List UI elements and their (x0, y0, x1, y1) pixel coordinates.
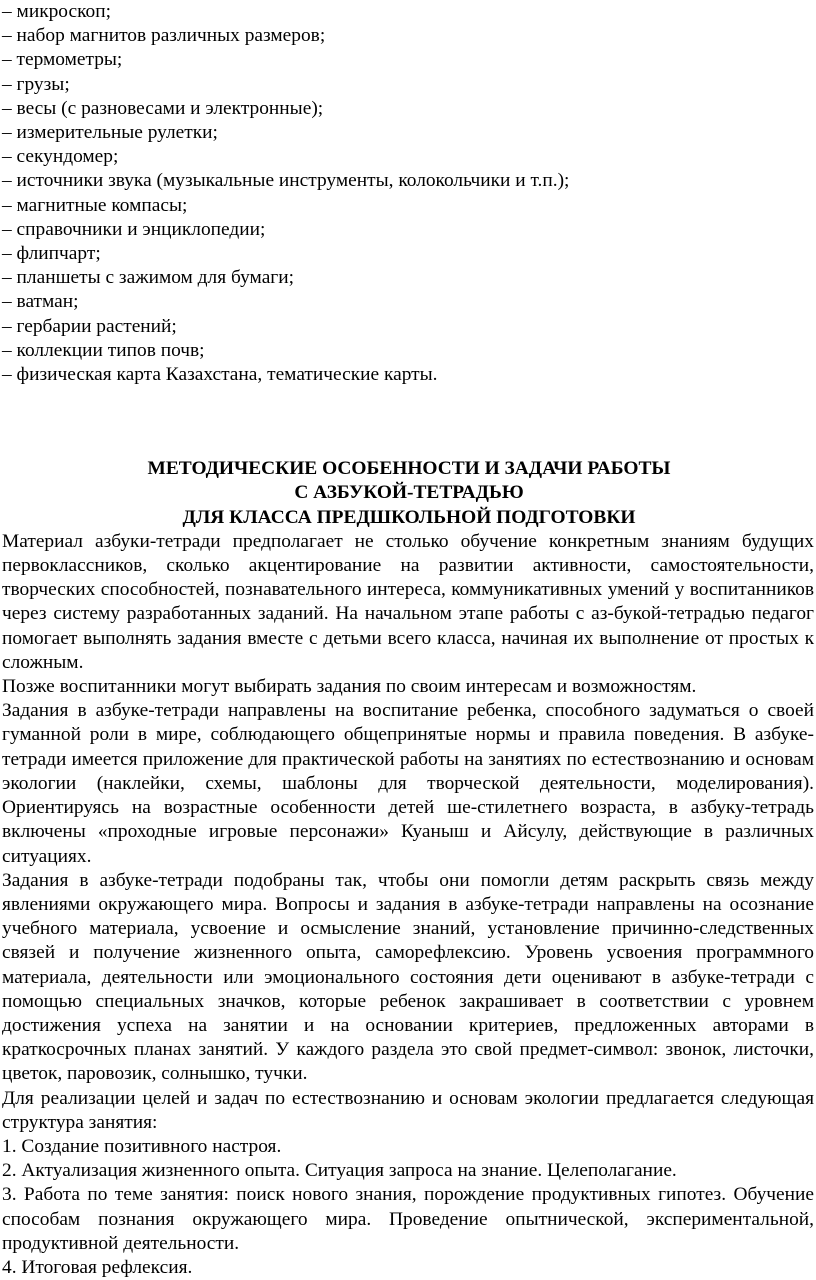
list-item: – флипчарт; (2, 243, 101, 265)
section-heading (2, 457, 816, 530)
list-item: – физическая карта Казахстана, тематические карты. (2, 364, 438, 386)
list-item: – справочники и энциклопедии; (2, 218, 266, 240)
paragraph: Для реализации целей и задач по естествознанию и основам экологии предлагается следующая структура занятия: (2, 1087, 814, 1133)
structure-step: 2. Актуализация жизненного опыта. Ситуация запроса на знание. Целеполагание. (2, 1160, 677, 1182)
list-item: – набор магнитов различных размеров; (2, 25, 326, 47)
spacer (2, 387, 816, 457)
list-item: – планшеты с зажимом для бумаги; (2, 267, 295, 289)
list-item: – грузы; (2, 73, 70, 95)
list-item: – ватман; (2, 291, 79, 313)
list-item: – гербарии растений; (2, 315, 177, 337)
structure-step: 3. Работа по теме занятия: поиск нового знания, порождение продуктивных гипотез. Обучение способам познания окружающего мира. Проведение опытнической, экспериментальной, продуктивной деятельности. (2, 1184, 814, 1254)
list-item: – магнитные компасы; (2, 194, 188, 216)
paragraph: Позже воспитанники могут выбирать задания по своим интересам и возможностям. (2, 676, 697, 698)
list-item: – измерительные рулетки; (2, 122, 218, 144)
paragraph: Материал азбуки-тетради предполагает не столько обучение конкретным знаниям будущих первоклассников, сколько акцентирование на развитии активности, самостоятельности, творческих способностей, познавательного интереса, коммуникативных умений у воспитанников через систему разработанных заданий. На начальном этапе работы с аз-букой-тетрадью педагог помогает выполнять задания вместе с детьми всего класса, начиная их выполнение от простых к сложным. (2, 530, 814, 673)
section-heading-line: ДЛЯ КЛАССА ПРЕДШКОЛЬНОЙ ПОДГОТОВКИ (182, 506, 636, 528)
list-item: – коллекции типов почв; (2, 339, 205, 361)
section-heading-line: С АЗБУКОЙ-ТЕТРАДЬЮ (294, 482, 524, 504)
list-item: – секундомер; (2, 146, 119, 168)
list-item: – микроскоп; (2, 1, 111, 22)
paragraph: Задания в азбуке-тетради подобраны так, чтобы они помогли детям раскрыть связь между явлениями окружающего мира. Вопросы и задания в азбуке-тетради направлены на осознание учебного материала, усвоение и осмысление знаний, установление причинно-следственных связей и получение жизненного опыта, саморефлексию. Уровень усвоения программного материала, деятельности или эмоционального состояния дети оценивают в азбуке-тетради с помощью специальных значков, которые ребенок закрашивает в соответствии с уровнем достижения успеха на занятии и на основании критериев, предложенных авторами в краткосрочных планах занятий. У каждого раздела это свой предмет-символ: звонок, листочки, цветок, паровозик, солнышко, тучки. (2, 869, 814, 1085)
structure-step: 4. Итоговая рефлексия. (2, 1256, 193, 1278)
list-item: – источники звука (музыкальные инструменты, колокольчики и т.п.); (2, 170, 570, 192)
structure-step: 1. Создание позитивного настроя. (2, 1135, 282, 1157)
section-heading-line: МЕТОДИЧЕСКИЕ ОСОБЕННОСТИ И ЗАДАЧИ РАБОТЫ (147, 458, 671, 480)
paragraph: Задания в азбуке-тетради направлены на воспитание ребенка, способного задуматься о своей гуманной роли в мире, соблюдающего общепринятые нормы и правила поведения. В азбуке-тетради имеется приложение для практической работы на занятиях по естествознанию и основам экологии (наклейки, схемы, шаблоны для творческой деятельности, моделирования). Ориентируясь на возрастные особенности детей ше-стилетнего возраста, в азбуку-тетрадь включены «проходные игровые персонажи» Куаныш и Айсулу, действующие в различных ситуациях. (2, 700, 814, 867)
list-item: – термометры; (2, 49, 123, 71)
materials-list (2, 0, 816, 387)
list-item: – весы (с разновесами и электронные); (2, 97, 324, 119)
